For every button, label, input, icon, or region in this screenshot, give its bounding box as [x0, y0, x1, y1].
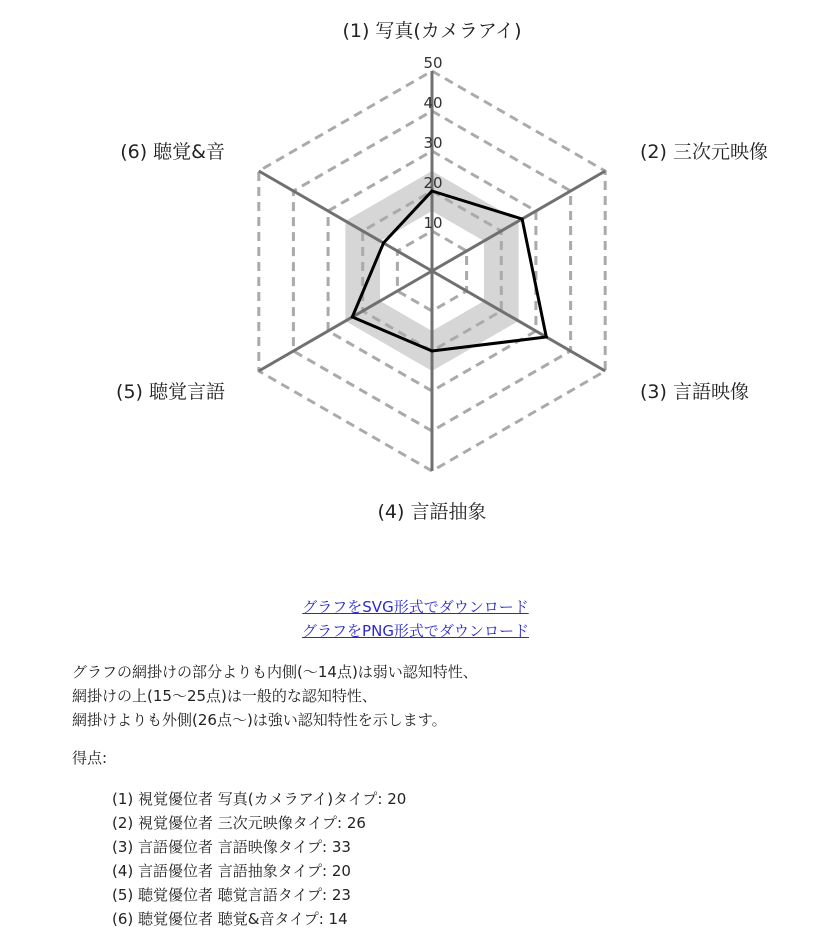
score-list: [112, 787, 406, 931]
score-item: (4) 言語優位者 言語抽象タイプ: 20: [112, 862, 351, 880]
score-title: 得点:: [72, 749, 108, 767]
score-item: (5) 聴覚優位者 聴覚言語タイプ: 23: [112, 886, 351, 904]
tick-label: 10: [423, 214, 443, 232]
download-svg-link[interactable]: グラフをSVG形式でダウンロード: [302, 598, 529, 616]
data-point: [431, 350, 434, 353]
axis-label: (4) 言語抽象: [377, 501, 487, 523]
tick-label: 30: [423, 134, 443, 152]
axis-label: (2) 三次元映像: [640, 141, 768, 163]
axis-label: (1) 写真(カメラアイ): [342, 20, 522, 42]
tick-label: 40: [423, 94, 443, 112]
description: [72, 660, 478, 732]
score-item: (6) 聴覚優位者 聴覚&音タイプ: 14: [112, 910, 348, 928]
download-links: [0, 595, 831, 643]
description-line: 網掛けよりも外側(26点〜)は強い認知特性を示します。: [72, 711, 447, 729]
axis-label: (5) 聴覚言語: [116, 381, 225, 403]
score-item: (2) 視覚優位者 三次元映像タイプ: 26: [112, 814, 366, 832]
data-point: [382, 242, 385, 245]
spoke-layer: [259, 71, 605, 471]
axis-label: (6) 聴覚&音: [120, 141, 225, 163]
download-png-link[interactable]: グラフをPNG形式でダウンロード: [302, 622, 529, 640]
description-line: グラフの網掛けの部分よりも内側(〜14点)は弱い認知特性、: [72, 663, 478, 681]
data-point: [351, 316, 354, 319]
data-point: [545, 336, 548, 339]
tick-label: 20: [423, 174, 443, 192]
description-line: 網掛けの上(15〜25点)は一般的な認知特性、: [72, 687, 377, 705]
tick-label: 50: [423, 54, 443, 72]
axis-label: (3) 言語映像: [640, 381, 749, 403]
data-point: [521, 218, 524, 221]
score-item: (1) 視覚優位者 写真(カメラアイ)タイプ: 20: [112, 790, 407, 808]
score-item: (3) 言語優位者 言語映像タイプ: 33: [112, 838, 351, 856]
